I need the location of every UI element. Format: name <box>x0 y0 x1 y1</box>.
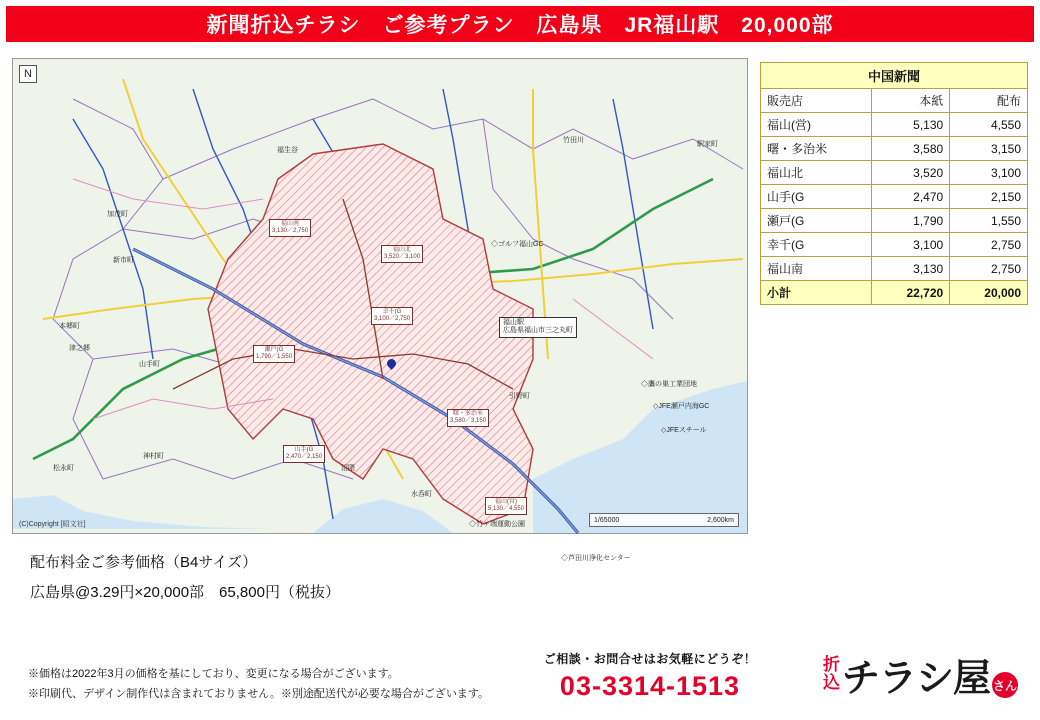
table-row <box>761 185 1028 209</box>
contact-phone-number[interactable]: 03-3314-1513 <box>559 671 741 701</box>
row-3-name: 山手(G <box>761 185 872 209</box>
row-5-haifu: 2,750 <box>950 233 1028 257</box>
distribution-table <box>760 62 1028 305</box>
header-honshi: 本紙 <box>872 89 950 113</box>
row-1-haifu: 3,150 <box>950 137 1028 161</box>
row-3-haifu: 2,150 <box>950 185 1028 209</box>
map-label-place-6: 本郷町 <box>59 323 80 330</box>
north-arrow-icon: N <box>19 65 37 83</box>
contact-lead: ご相談・お問合せはお気軽にどうぞ！ <box>543 652 757 666</box>
map-label-water: ◇芦田川浄化センター <box>561 555 631 562</box>
table-row <box>761 257 1028 281</box>
table-row <box>761 233 1028 257</box>
map-label-place-8: 津之郷 <box>69 345 90 352</box>
map-graphic <box>13 59 747 533</box>
scale-right-label: 2,600km <box>707 516 734 524</box>
total-honshi: 22,720 <box>872 281 950 305</box>
row-6-name: 福山南 <box>761 257 872 281</box>
map-copyright: (C)Copyright [昭文社] <box>19 521 86 528</box>
map-label-golf-1: ◇ゴルフ福山GC <box>491 241 544 248</box>
map-label-park: ◇竹ヶ端運動公園 <box>469 521 525 528</box>
map-label-place-3: 駅家町 <box>697 141 718 148</box>
row-1-name: 曙・多治米 <box>761 137 872 161</box>
row-5-honshi: 3,100 <box>872 233 950 257</box>
map-pin-fukuyama-ei: 福山(営) 5,130／4,550 <box>485 497 527 515</box>
map-label-place-2: 竹田川 <box>563 137 584 144</box>
logo-red-text <box>823 656 840 692</box>
map-pin-seto: 瀬戸(G 1,790／1,550 <box>253 345 295 363</box>
brand-logo <box>823 648 1018 700</box>
map-label-place-13: 水呑町 <box>411 491 432 498</box>
row-3-honshi: 2,470 <box>872 185 950 209</box>
header-haifu: 配布 <box>950 89 1028 113</box>
map-label-place-1: 福生谷 <box>277 147 298 154</box>
row-0-name: 福山(営) <box>761 113 872 137</box>
map-label-place-9: 引野町 <box>509 393 530 400</box>
table-total-row <box>761 281 1028 305</box>
table-title-row <box>761 63 1028 89</box>
logo-red-line-2: 込 <box>822 673 840 692</box>
logo-badge: さん <box>992 672 1018 698</box>
row-0-honshi: 5,130 <box>872 113 950 137</box>
row-4-haifu: 1,550 <box>950 209 1028 233</box>
map-label-place-10: 神村町 <box>143 453 164 460</box>
scale-left-label: 1/65000 <box>594 516 620 524</box>
table-title: 中国新聞 <box>761 63 1028 89</box>
map-pin-fukuyama-minami: 福山南 3,130／2,750 <box>269 219 311 237</box>
distribution-table-panel <box>760 62 1028 305</box>
map-panel[interactable] <box>12 58 748 562</box>
map-label-place-11: 松永町 <box>53 465 74 472</box>
map-label-place-4: 加茂町 <box>107 211 128 218</box>
map-pin-yamate: 山手(G 2,470／2,150 <box>283 445 325 463</box>
price-line-2: 広島県@3.29円×20,000部 65,800円（税抜） <box>30 584 340 601</box>
price-block <box>30 548 340 608</box>
row-0-haifu: 4,550 <box>950 113 1028 137</box>
table-row <box>761 137 1028 161</box>
row-6-haifu: 2,750 <box>950 257 1028 281</box>
price-line-1: 配布料金ご参考価格（B4サイズ） <box>30 554 258 571</box>
row-4-name: 瀬戸(G <box>761 209 872 233</box>
table-row <box>761 161 1028 185</box>
map-label-place-7: 山手町 <box>139 361 160 368</box>
contact-block <box>520 650 780 702</box>
total-label: 小計 <box>761 281 872 305</box>
row-4-honshi: 1,790 <box>872 209 950 233</box>
map-pin-akebono-tajimai: 曙・多治米 3,580／3,150 <box>447 409 489 427</box>
row-1-honshi: 3,580 <box>872 137 950 161</box>
note-line-2: ※印刷代、デザイン制作代は含まれておりません。※別途配送代が必要な場合がございます。 <box>28 688 490 700</box>
row-2-name: 福山北 <box>761 161 872 185</box>
row-5-name: 幸千(G <box>761 233 872 257</box>
page-title: 新聞折込チラシ ご参考プラン 広島県 JR福山駅 20,000部 <box>6 6 1034 42</box>
logo-main-text: チラシ屋 <box>841 657 990 700</box>
row-2-haifu: 3,100 <box>950 161 1028 185</box>
map-pin-kouchi: 幸千(G 3,100／2,750 <box>371 307 413 325</box>
map-label-place-5: 新市町 <box>113 257 134 264</box>
notes-block <box>28 664 489 704</box>
note-line-1: ※価格は2022年3月の価格を基にしており、変更になる場合がございます。 <box>28 668 399 680</box>
row-2-honshi: 3,520 <box>872 161 950 185</box>
map-label-jfe-gc: ◇JFE瀬戸内海GC <box>653 403 710 410</box>
map-label-place-12: 沼隈 <box>341 465 355 472</box>
map-scale-bar <box>589 513 739 527</box>
map-label-jfe-steel: ◇JFEスチール <box>661 427 707 434</box>
station-callout: 福山駅 広島県福山市三之丸町 <box>499 317 577 338</box>
table-row <box>761 209 1028 233</box>
table-row <box>761 113 1028 137</box>
map-label-industrial: ◇鷹の巣工業団地 <box>641 381 697 388</box>
header-store: 販売店 <box>761 89 872 113</box>
total-haifu: 20,000 <box>950 281 1028 305</box>
table-header-row <box>761 89 1028 113</box>
map-pin-fukuyama-kita: 福山北 3,520／3,100 <box>381 245 423 263</box>
row-6-honshi: 3,130 <box>872 257 950 281</box>
logo-red-line-1: 折 <box>822 655 840 674</box>
